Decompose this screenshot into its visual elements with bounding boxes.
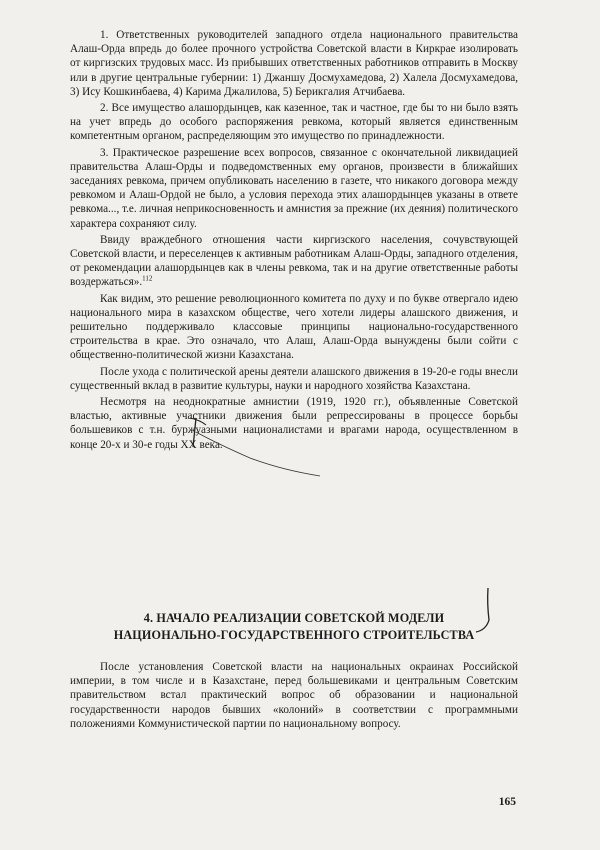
section-body	[70, 660, 518, 731]
paragraph-4	[70, 233, 518, 290]
paragraph-1: 1. Ответственных руководителей западного отдела национального правительства Алаш-Орда впредь до более прочного устройства Советской власти в Киркрае изолировать от киргизских трудовых масс. Из прибывших ответственных работников отправить в Москву или в другие центральные губернии: 1) Джаншу Досмухамедова, 2) Халела Досмухамедова, 3) Ису Кошкинбаева, 4) Карима Джалилова, 5) Берикгалия Атчибаева.	[70, 29, 518, 98]
page-number: 165	[498, 796, 516, 808]
paragraph-7: Несмотря на неоднократные амнистии (1919, 1920 гг.), объявленные Советской властью, активные участники движения были репрессированы в процессе борьбы большевиков с т.н. буржуазными националистами и врагами народа, осуществленном в конце 20-х и 30-е годы XX века.	[70, 396, 518, 451]
section-paragraph: После установления Советской власти на национальных окраинах Российской империи, в том числе и в Казахстане, перед большевиками и центральным Советским правительством встал практический вопрос об образовании и национальной государственности народов бывших «колоний» в соответствии с программными положениями Коммунистической партии по национальному вопросу.	[70, 661, 518, 730]
section-heading-line-1: 4. НАЧАЛО РЕАЛИЗАЦИИ СОВЕТСКОЙ МОДЕЛИ	[143, 611, 445, 625]
section-heading-line-2: НАЦИОНАЛЬНО-ГОСУДАРСТВЕННОГО СТРОИТЕЛЬСТВА	[113, 628, 475, 642]
section-heading	[70, 610, 518, 644]
paragraph-3: 3. Практическое разрешение всех вопросов, связанное с окончательной ликвидацией правительства Алаш-Орды и подведомственных ему органов, произвести в ближайших заседаниях ревкома, причем опубликовать населению в газете, что никакого договора между ревкомом и Алаш-Ордой не было, а условия перехода этих алашордынцев указаны в ответе ревкома..., т.е. личная неприкосновенность и амнистия за прежние (их деяния) политического характера сохраняют силу.	[70, 146, 518, 230]
footnote-ref: 112	[142, 274, 153, 283]
paragraph-4-text: Ввиду враждебного отношения части киргизского населения, сочувствующей Советской власти, и переселенцев к активным работникам Алаш-Орды, западного отделения, от рекомендации алашордынцев как в члены ревкома, так и на другие ответственные работы воздержаться».	[70, 233, 518, 289]
paragraph-6: После ухода с политической арены деятели алашского движения в 19-20-е годы внесли существенный вклад в развитие культуры, науки и народного хозяйства Казахстана.	[70, 365, 518, 392]
paragraph-2: 2. Все имущество алашордынцев, как казенное, так и частное, где бы то ни было взять на учет впредь до особого распоряжения ревкома, который является единственным компетентным органом, распределяющим это имущество по принадлежности.	[70, 102, 518, 143]
body-text	[70, 28, 518, 452]
paragraph-5: Как видим, это решение революционного комитета по духу и по букве отвергало идею национального мира в казахском обществе, чего хотели лидеры алашского движения, и решительно поддерживало классовые принципы национально-государственного строительства в крае. Это означало, что Алаш, Алаш-Орда вынуждены были сойти с общественно-политической жизни Казахстана.	[70, 292, 518, 362]
